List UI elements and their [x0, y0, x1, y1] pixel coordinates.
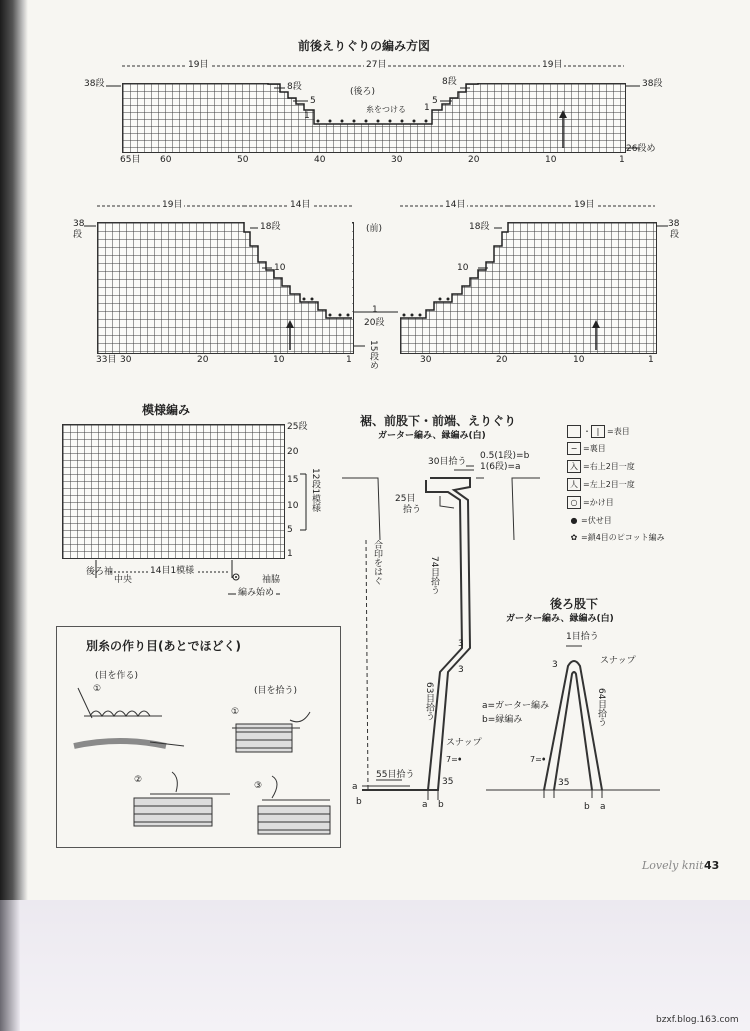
back-row-38-right: 38段: [642, 79, 663, 89]
front-width-l19: 19目: [162, 200, 183, 210]
panel-circle-3: ③: [254, 781, 263, 791]
edge-b: b=縁編み: [482, 715, 523, 725]
pick-63: 63目拾う: [424, 682, 434, 721]
front-left-stitch-20: 20: [197, 355, 209, 365]
pattern-repeat-rows: 12段1模様: [310, 468, 320, 513]
back-three: 3: [552, 660, 558, 670]
panel-circle-2: ②: [134, 775, 143, 785]
legend-dot-icon: ●: [570, 516, 578, 525]
diagram1-title: 前後えりぐりの編み方図: [298, 39, 431, 53]
front-snap: スナップ: [446, 738, 482, 748]
match-mark-label: 合印をはぐ: [372, 540, 382, 585]
front-left-stitch-33: 33目: [96, 355, 117, 365]
front-width-l14: 14目: [290, 200, 311, 210]
diagram3-title2: ガーター編み、縁編み(白): [378, 431, 486, 441]
back-stitch-50: 50: [237, 155, 249, 165]
back-a: a: [600, 802, 606, 812]
back-row-26: 26段め: [626, 144, 656, 154]
back-stitch-1: 1: [619, 155, 625, 165]
pattern-row-25: 25段: [287, 422, 308, 432]
panel-step-pick: (目を拾う): [254, 686, 298, 696]
legend-picot-text: =鎖4目のピコット編み: [581, 533, 665, 542]
front-seven: 7=ꔷ: [446, 755, 462, 764]
legend-purl-text: =裏目: [583, 444, 606, 453]
page-number: 43: [704, 859, 720, 872]
pattern-underarm: 袖脇: [262, 575, 281, 585]
pick-25: 25目: [395, 494, 416, 504]
back-row-1-left: 1: [304, 111, 310, 121]
front-row-1: 1: [372, 305, 378, 315]
front-a-left: a: [352, 782, 358, 792]
front-right-stitch-10: 10: [573, 355, 585, 365]
pattern-row-5: 5: [287, 525, 293, 535]
diagram1-width-left: 19目: [188, 60, 209, 70]
front-row-15: 15段め: [368, 340, 378, 370]
back-stitch-60: 60: [160, 155, 172, 165]
pattern-row-10: 10: [287, 501, 299, 511]
front-width-r14: 14目: [445, 200, 466, 210]
front-row-38-left: 38: [73, 219, 85, 229]
front-row-18-left: 18段: [260, 222, 281, 232]
back-row-8-left: 8段: [287, 82, 302, 92]
front-width-r19: 19目: [574, 200, 595, 210]
back-seven: 7=ꔷ: [530, 755, 546, 764]
garter-a: a=ガーター編み: [482, 701, 550, 711]
pick-25-unit: 拾う: [403, 505, 422, 515]
back-stitch-20: 20: [468, 155, 480, 165]
back-row-1-right: 1: [424, 103, 430, 113]
watermark: bzxf.blog.163.com: [656, 1015, 739, 1025]
back-row-5-left: 5: [310, 96, 316, 106]
brand-logo: Lovely knit: [642, 859, 704, 872]
legend-left-decrease-icon: 人: [567, 478, 581, 491]
front-row-10-right: 10: [457, 263, 469, 273]
legend-picot-icon: ✿: [570, 533, 578, 542]
front-row-10-left: 10: [274, 263, 286, 273]
diagram1-width-right: 19目: [542, 60, 563, 70]
diagram4-title2: ガーター編み、縁編み(白): [506, 614, 614, 624]
back-label: (後ろ): [350, 87, 376, 97]
back-n35: 35: [558, 778, 570, 788]
front-right-stitch-20: 20: [496, 355, 508, 365]
thread-label: 糸をつける: [366, 105, 406, 114]
pick-55: 55目拾う: [376, 770, 415, 780]
front-right-stitch-1: 1: [648, 355, 654, 365]
diagram4-title1: 後ろ股下: [550, 597, 599, 611]
back-stitch-10: 10: [545, 155, 557, 165]
back-snap: スナップ: [600, 656, 636, 666]
back-stitch-65: 65目: [120, 155, 141, 165]
front-left-stitch-30: 30: [120, 355, 132, 365]
front-b-left: b: [356, 797, 362, 807]
legend-yo-text: =かけ目: [583, 498, 614, 507]
front-left-stitch-1: 1: [346, 355, 352, 365]
panel-circle-1b: ①: [231, 707, 240, 717]
legend-right-decrease-icon: 入: [567, 460, 581, 473]
front-row-18-right: 18段: [469, 222, 490, 232]
legend-bind-text: =伏せ目: [581, 516, 612, 525]
pattern-repeat-stitches: 14目1模様: [150, 566, 195, 576]
pick-64: 64目拾う: [596, 688, 606, 727]
legend-knit: ・ | =表目: [567, 425, 630, 438]
back-row-38-left: 38段: [84, 79, 105, 89]
back-row-5-right: 5: [432, 96, 438, 106]
pick-74: 74目拾う: [429, 556, 439, 595]
front-n3b: 3: [458, 665, 464, 675]
pick-30: 30目拾う: [428, 457, 467, 467]
panel-title: 別糸の作り目(あとでほどく): [86, 639, 241, 653]
front-row-38-left-unit: 段: [73, 230, 83, 240]
diagram3-title1: 裾、前股下・前端、えりぐり: [360, 414, 517, 428]
back-row-8-right: 8段: [442, 77, 457, 87]
back-b: b: [584, 802, 590, 812]
front-a-bottom: a: [422, 800, 428, 810]
row-1a: 1(6段)=a: [480, 462, 521, 472]
row-05b: 0.5(1段)=b: [480, 451, 530, 461]
diagram1-width-mid: 27目: [366, 60, 387, 70]
pattern-row-1: 1: [287, 549, 293, 559]
pattern-title: 模様編み: [142, 403, 191, 417]
back-stitch-30: 30: [391, 155, 403, 165]
pattern-start: 編み始め: [238, 588, 275, 598]
legend-dash-icon: −: [567, 442, 581, 455]
front-b-bottom: b: [438, 800, 444, 810]
legend-bar-icon: |: [591, 425, 605, 438]
panel-circle-1: ①: [93, 684, 102, 694]
back-stitch-40: 40: [314, 155, 326, 165]
front-left-stitch-10: 10: [273, 355, 285, 365]
front-right-stitch-30: 30: [420, 355, 432, 365]
pick-1: 1目拾う: [566, 632, 599, 642]
legend-knit-text: =表目: [607, 427, 630, 436]
front-n35: 35: [442, 777, 454, 787]
pattern-row-15: 15: [287, 475, 299, 485]
front-n3a: 3: [458, 639, 464, 649]
scan-bottom-margin: [0, 900, 750, 1031]
panel-step-make: (目を作る): [95, 671, 139, 681]
front-label: (前): [366, 224, 383, 234]
front-row-38-right: 38: [668, 219, 680, 229]
front-row-38-right-unit: 段: [670, 230, 680, 240]
legend-left2-text: =左上2目一度: [583, 480, 635, 489]
legend-circle-icon: ○: [567, 496, 581, 509]
front-row-20: 20段: [364, 318, 385, 328]
pattern-row-20: 20: [287, 447, 299, 457]
pattern-back-sleeve: 後ろ袖: [86, 567, 114, 577]
legend-right2-text: =右上2目一度: [583, 462, 635, 471]
pattern-center: 中央: [114, 575, 133, 585]
